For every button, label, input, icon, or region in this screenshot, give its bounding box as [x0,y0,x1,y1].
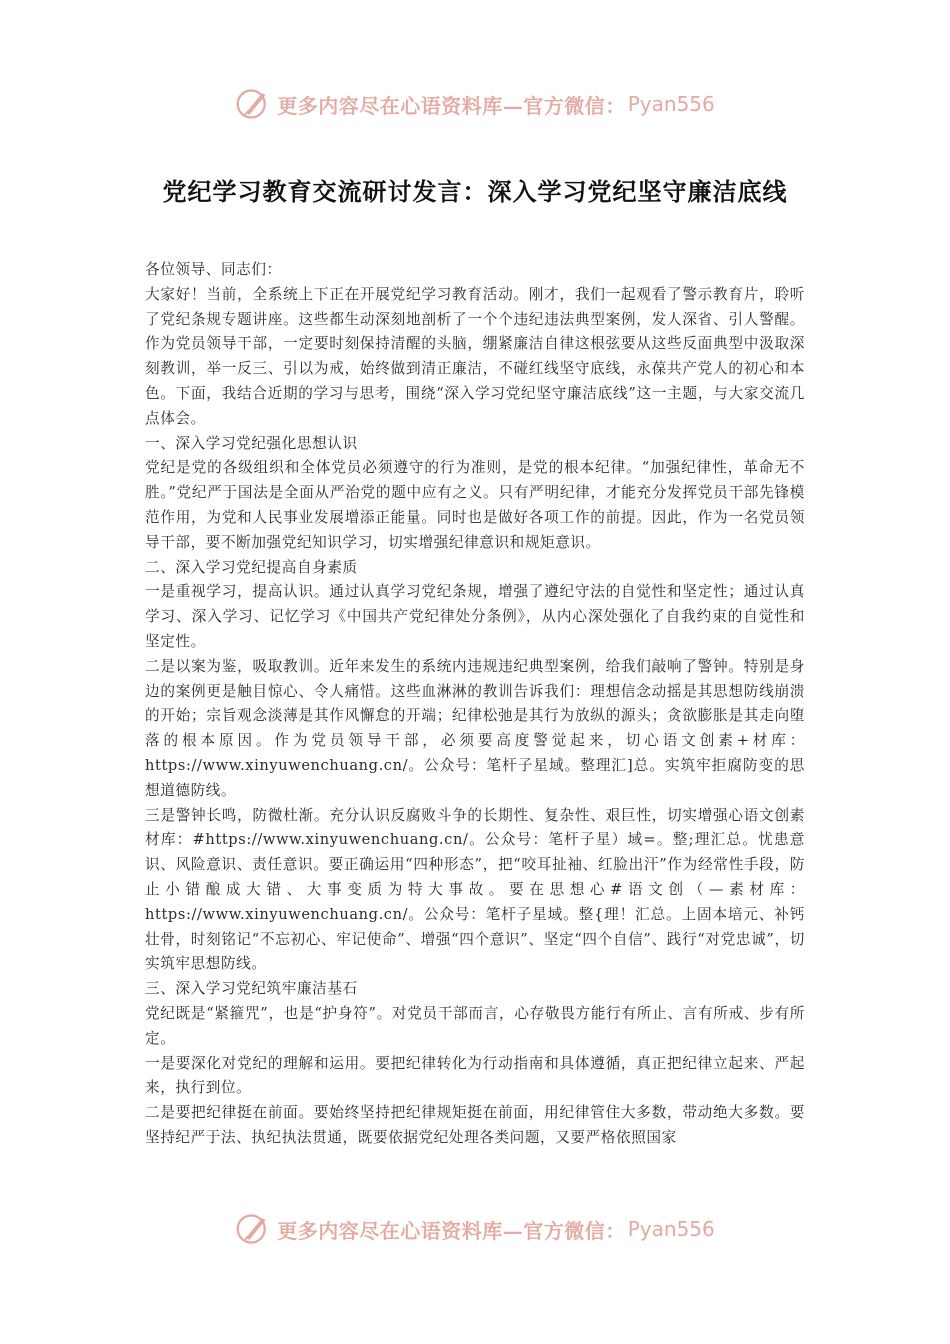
document-title: 党纪学习教育交流研讨发言：深入学习党纪坚守廉洁底线 [162,177,788,206]
paragraph: 二是要把纪律挺在前面。要始终坚持把纪律规矩挺在前面，用纪律管住大多数，带动绝大多数。要坚持纪严于法、执纪执法贯通，既要依据党纪处理各类问题，又要严格依照国家 [145,1104,805,1146]
quill-logo-icon [235,86,271,122]
banner-text: 更多内容尽在心语资料库—官方微信： [277,93,626,118]
paragraph: 各位领导、同志们： [145,261,282,278]
banner-wechat-id: Pyan556 [627,92,715,116]
paragraph: 一是重视学习，提高认识。通过认真学习党纪条规，增强了遵纪守法的自觉性和坚定性；通过认真学习、深入学习、记忆学习《中国共产党纪律处分条例》，从内心深处强化了自我约束的自觉性和坚定性。 [145,583,805,650]
paragraph: 大家好！当前，全系统上下正在开展党纪学习教育活动。刚才，我们一起观看了警示教育片，聆听了党纪条规专题讲座。这些都生动深刻地剖析了一个个违纪违法典型案例，发人深省、引人警醒。作为党员领导干部，一定要时刻保持清醒的头脑，绷紧廉洁自律这根弦要从这些反面典型中汲取深刻教训，举一反三、引以为戒，始终做到清正廉洁，不碰红线坚守底线，永葆共产党人的初心和本色。下面，我结合近期的学习与思考，围绕“深入学习党纪坚守廉洁底线”这一主题，与大家交流几点体会。 [145,285,805,427]
paragraph: 二是以案为鉴，吸取教训。近年来发生的系统内违规违纪典型案例，给我们敲响了警钟。特别是身边的案例更是触目惊心、令人痛惜。这些血淋淋的教训告诉我们：理想信念动摇是其思想防线崩溃的开始；宗旨观念淡薄是其作风懈怠的开端；纪律松弛是其行为放纵的源头；贪欲膨胀是其走向堕落的根本原因。作为党员领导干部，必须要高度警觉起来，切心语文创素+材库：https://www.xinyuwenchuang.cn/。公众号：笔杆子星域。整理汇]总。实筑牢拒腐防变的思想道德防线。 [145,657,805,799]
quill-logo-icon [235,1211,271,1247]
paragraph: 一是要深化对党纪的理解和运用。要把纪律转化为行动指南和具体遵循，真正把纪律立起来、严起来，执行到位。 [145,1054,805,1097]
header-watermark-banner [0,82,950,126]
document-body [145,258,805,1151]
paragraph: 党纪是党的各级组织和全体党员必须遵守的行为准则，是党的根本纪律。“加强纪律性，革命无不胜。”党纪严于国法是全面从严治党的题中应有之义。只有严明纪律，才能充分发挥党员干部先锋模范作用，为党和人民事业发展增添正能量。同时也是做好各项工作的前提。因此，作为一名党员领导干部，要不断加强党纪知识学习，切实增强纪律意识和规矩意识。 [145,459,805,551]
paragraph: 党纪既是“紧箍咒”，也是“护身符”。对党员干部而言，心存敬畏方能行有所止、言有所戒、步有所定。 [145,1004,805,1047]
section-heading: 三、深入学习党纪筑牢廉洁基石 [145,980,358,998]
banner-text: 更多内容尽在心语资料库—官方微信： [277,1218,626,1243]
footer-watermark-banner [0,1207,950,1251]
banner-wechat-id: Pyan556 [627,1217,715,1241]
section-heading: 一、深入学习党纪强化思想认识 [145,434,358,452]
paragraph: 三是警钟长鸣，防微杜渐。充分认识反腐败斗争的长期性、复杂性、艰巨性，切实增强心语文创素材库：#https://www.xinyuwenchuang.cn/。公众号：笔杆子星）域=。整;理汇总。忧患意识、风险意识、责任意识。要正确运用“四种形态”，把“咬耳扯袖、红脸出汗”作为经常性手段，防止小错酿成大错、大事变质为特大事故。要在思想心#语文创（—素材库：https://www.xinyuwenchuang.cn/。公众号：笔杆子星域。整{理！汇总。上固本培元、补钙壮骨，时刻铭记“不忘初心、牢记使命”、增强“四个意识”、坚定“四个自信”、践行“对党忠诚”，切实筑牢思想防线。 [145,806,805,973]
section-heading: 二、深入学习党纪提高自身素质 [145,558,358,576]
